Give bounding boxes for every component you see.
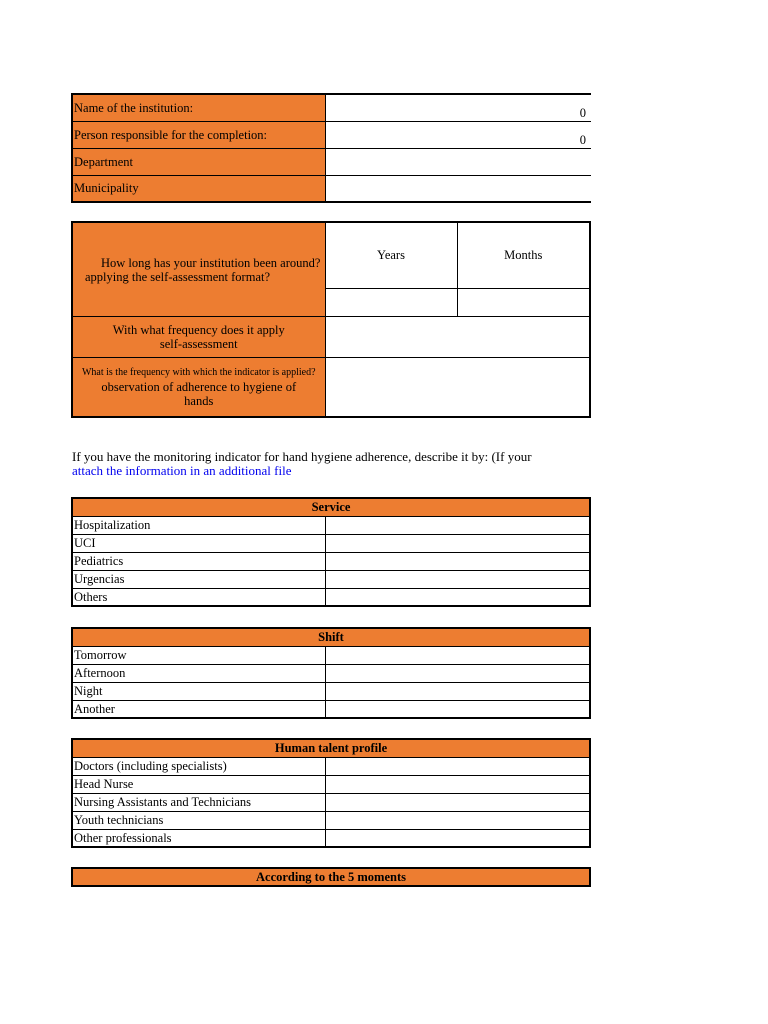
five-moments-table bbox=[71, 867, 591, 887]
monitoring-note bbox=[72, 450, 572, 478]
department-label: Department bbox=[72, 148, 325, 175]
service-row-label: Urgencias bbox=[72, 570, 325, 588]
frequency-question-line1: With what frequency does it apply bbox=[112, 323, 285, 337]
shift-row-label: Afternoon bbox=[72, 664, 325, 682]
frequency-question-line2: self-assessment bbox=[159, 337, 238, 351]
service-table bbox=[71, 497, 591, 607]
talent-row-value[interactable] bbox=[325, 757, 590, 775]
shift-row-value[interactable] bbox=[325, 682, 590, 700]
responsible-person-label: Person responsible for the completion: bbox=[72, 121, 325, 148]
responsible-person-value[interactable]: 0 bbox=[325, 121, 591, 148]
service-row-value[interactable] bbox=[325, 588, 590, 606]
municipality-label: Municipality bbox=[72, 175, 325, 202]
monitoring-note-text: If you have the monitoring indicator for hand hygiene adherence, describe it by: (If your bbox=[72, 449, 532, 464]
shift-row-label: Tomorrow bbox=[72, 646, 325, 664]
months-input[interactable] bbox=[457, 288, 590, 316]
service-row-value[interactable] bbox=[325, 552, 590, 570]
self-assessment-table bbox=[71, 221, 591, 418]
years-input[interactable] bbox=[325, 288, 457, 316]
duration-question bbox=[72, 222, 325, 317]
shift-row-label: Another bbox=[72, 700, 325, 718]
shift-row-value[interactable] bbox=[325, 664, 590, 682]
human-talent-table bbox=[71, 738, 591, 848]
frequency-answer[interactable] bbox=[325, 317, 590, 358]
shift-table bbox=[71, 627, 591, 719]
observation-question-line2: observation of adherence to hygiene of bbox=[101, 379, 297, 394]
service-row-value[interactable] bbox=[325, 516, 590, 534]
talent-row-value[interactable] bbox=[325, 793, 590, 811]
talent-row-value[interactable] bbox=[325, 775, 590, 793]
talent-row-label: Nursing Assistants and Technicians bbox=[72, 793, 325, 811]
talent-row-label: Doctors (including specialists) bbox=[72, 757, 325, 775]
attach-info-link[interactable]: attach the information in an additional file bbox=[72, 463, 292, 478]
years-header: Years bbox=[325, 222, 457, 288]
service-row-label: Pediatrics bbox=[72, 552, 325, 570]
municipality-value[interactable] bbox=[325, 175, 591, 202]
service-title: Service bbox=[72, 498, 590, 516]
service-row-label: Others bbox=[72, 588, 325, 606]
talent-row-value[interactable] bbox=[325, 829, 590, 847]
talent-row-label: Other professionals bbox=[72, 829, 325, 847]
observation-question-line3: hands bbox=[184, 393, 214, 408]
shift-row-value[interactable] bbox=[325, 700, 590, 718]
service-row-value[interactable] bbox=[325, 534, 590, 552]
observation-frequency-question bbox=[72, 358, 325, 417]
human-talent-title: Human talent profile bbox=[72, 739, 590, 757]
institution-info-table bbox=[71, 93, 591, 203]
observation-question-line1: What is the frequency with which the indicator is applied? bbox=[81, 366, 316, 378]
institution-name-value[interactable]: 0 bbox=[325, 94, 591, 121]
shift-title: Shift bbox=[72, 628, 590, 646]
department-value[interactable] bbox=[325, 148, 591, 175]
shift-row-label: Night bbox=[72, 682, 325, 700]
talent-row-value[interactable] bbox=[325, 811, 590, 829]
frequency-question bbox=[72, 317, 325, 358]
duration-question-line1: How long has your institution been around? bbox=[101, 256, 321, 270]
institution-name-label: Name of the institution: bbox=[72, 94, 325, 121]
five-moments-title: According to the 5 moments bbox=[72, 868, 590, 886]
service-row-label: UCI bbox=[72, 534, 325, 552]
observation-frequency-answer[interactable] bbox=[325, 358, 590, 417]
shift-row-value[interactable] bbox=[325, 646, 590, 664]
months-header: Months bbox=[457, 222, 590, 288]
talent-row-label: Youth technicians bbox=[72, 811, 325, 829]
duration-question-line2: applying the self-assessment format? bbox=[85, 270, 271, 284]
service-row-value[interactable] bbox=[325, 570, 590, 588]
talent-row-label: Head Nurse bbox=[72, 775, 325, 793]
service-row-label: Hospitalization bbox=[72, 516, 325, 534]
